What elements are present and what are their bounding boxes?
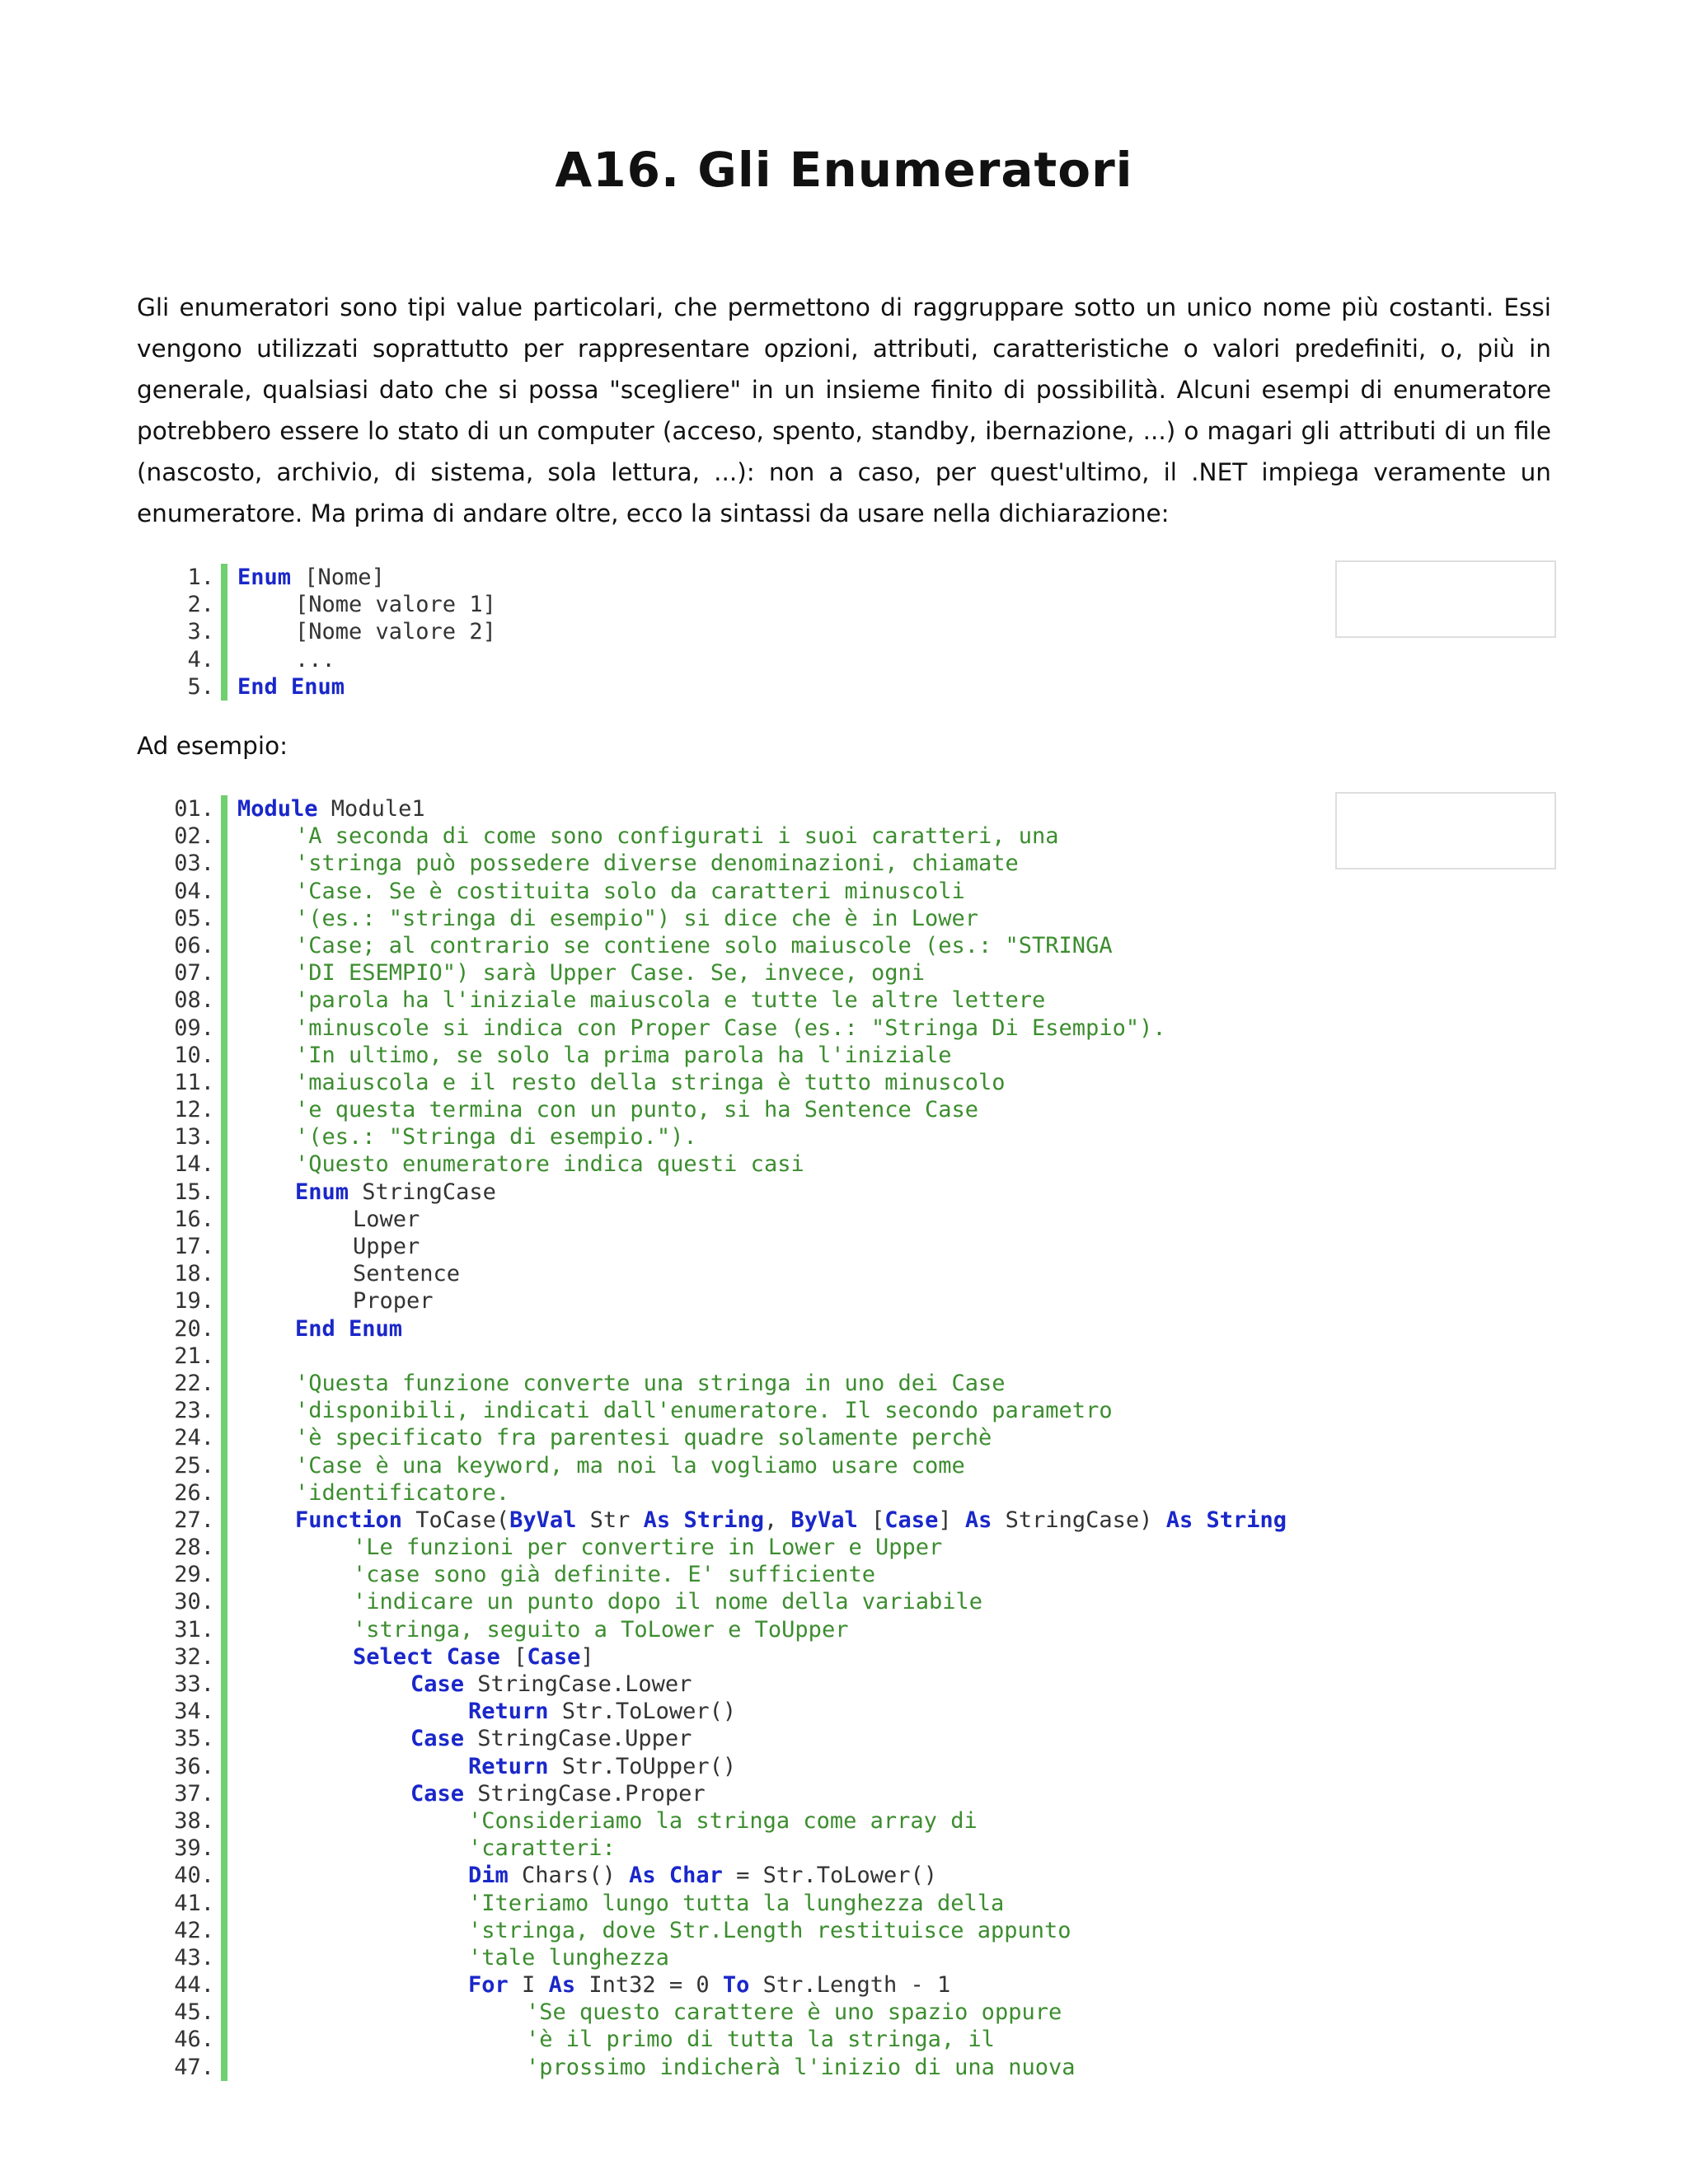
line-number: 11. <box>174 1069 214 1095</box>
code-text <box>237 1835 616 1862</box>
code-line <box>132 1944 669 1971</box>
code-text <box>237 1917 1071 1944</box>
code-comment: 'parola ha l'iniziale maiuscola e tutte le altre lettere <box>295 987 1046 1014</box>
code-text <box>237 1452 965 1479</box>
code-line <box>132 932 1113 959</box>
code-token: [ <box>499 1643 528 1670</box>
code-line <box>132 673 345 701</box>
code-line <box>132 1753 737 1780</box>
code-text <box>237 1698 736 1725</box>
line-number: 27. <box>174 1507 214 1533</box>
line-number: 17. <box>174 1234 214 1259</box>
line-number: 19. <box>174 1288 214 1315</box>
code-keyword: Case <box>884 1507 939 1533</box>
line-number: 46. <box>174 2027 214 2053</box>
code-token: Proper <box>353 1288 434 1315</box>
code-token: Str <box>576 1507 644 1533</box>
code-line <box>132 1999 1062 2026</box>
line-number: 47. <box>174 2054 214 2080</box>
code-keyword: String <box>1206 1507 1287 1533</box>
line-number: 44. <box>174 1972 214 1999</box>
code-line <box>132 1424 992 1451</box>
example-code-block <box>132 795 1287 2081</box>
code-comment: 'DI ESEMPIO") sarà Upper Case. Se, invece, ogni <box>295 960 926 987</box>
code-left-bar <box>221 564 227 701</box>
code-text <box>237 932 1113 959</box>
code-line <box>132 1287 434 1315</box>
code-line <box>132 1479 510 1507</box>
code-comment: 'caratteri: <box>468 1835 616 1862</box>
line-number: 14. <box>174 1151 214 1178</box>
line-number: 34. <box>174 1699 214 1725</box>
code-token: Lower <box>353 1206 420 1232</box>
code-line <box>132 1397 1113 1424</box>
code-keyword: To <box>722 1972 750 1999</box>
code-line <box>132 564 385 591</box>
code-line <box>132 1015 1166 1042</box>
line-number: 13. <box>174 1124 214 1151</box>
code-keyword: String <box>683 1507 764 1533</box>
code-keyword: Enum <box>237 565 292 590</box>
line-number: 09. <box>174 1015 214 1041</box>
code-text <box>237 1944 669 1971</box>
code-keyword: As <box>643 1507 671 1533</box>
line-number: 3. <box>187 619 214 645</box>
code-text <box>237 2054 1075 2081</box>
code-line <box>132 1370 1006 1397</box>
code-keyword: As <box>629 1863 656 1889</box>
code-comment: 'prossimo indicherà l'inizio di una nuova <box>526 2054 1076 2080</box>
line-number: 38. <box>174 1807 214 1834</box>
code-keyword: Module <box>237 796 318 822</box>
code-comment: 'è il primo di tutta la stringa, il <box>526 2027 995 2053</box>
code-text <box>237 1206 420 1233</box>
code-line <box>132 878 965 905</box>
page-title: A16. Gli Enumeratori <box>555 142 1133 198</box>
code-keyword: Function <box>295 1507 403 1533</box>
code-comment: 'identificatore. <box>295 1479 510 1506</box>
line-number: 25. <box>174 1452 214 1479</box>
code-comment: 'Questo enumeratore indica questi casi <box>295 1151 804 1178</box>
code-line <box>132 1123 697 1151</box>
line-number: 02. <box>174 823 214 850</box>
code-line <box>132 1151 804 1178</box>
code-line <box>132 1971 951 1999</box>
line-number: 32. <box>174 1643 214 1670</box>
code-text <box>237 564 385 591</box>
code-keyword: Char <box>668 1863 723 1889</box>
code-token: [ <box>857 1507 885 1533</box>
code-line <box>132 1725 692 1752</box>
code-text <box>237 1151 804 1178</box>
code-text <box>237 823 1059 850</box>
code-token: Chars() <box>508 1863 630 1889</box>
code-text <box>237 1042 952 1069</box>
code-comment: 'Consideriamo la stringa come array di <box>468 1807 978 1834</box>
code-keyword: ByVal <box>509 1507 577 1533</box>
code-line <box>132 1807 978 1835</box>
code-keyword: Select Case <box>353 1643 500 1670</box>
code-line <box>132 1452 965 1479</box>
line-number: 10. <box>174 1042 214 1068</box>
code-comment: '(es.: "Stringa di esempio."). <box>295 1124 697 1151</box>
code-keyword: Enum <box>295 1179 349 1205</box>
code-text <box>237 1588 982 1615</box>
line-number: 20. <box>174 1315 214 1342</box>
code-comment: 'A seconda di come sono configurati i suoi caratteri, una <box>295 823 1059 850</box>
code-text <box>237 1123 697 1151</box>
code-comment: 'Case è una keyword, ma noi la vogliamo usare come <box>295 1452 965 1479</box>
code-comment: 'Case; al contrario se contiene solo maiuscole (es.: "STRINGA <box>295 932 1113 958</box>
code-token: = Str.ToLower() <box>722 1863 937 1889</box>
code-comment: 'minuscole si indica con Proper Case (es.: "Stringa Di Esempio"). <box>295 1015 1166 1041</box>
code-token: Str.ToUpper() <box>548 1753 737 1779</box>
code-keyword: End Enum <box>295 1315 403 1342</box>
line-number: 29. <box>174 1562 214 1588</box>
code-keyword: Dim <box>468 1863 509 1889</box>
line-number: 05. <box>174 905 214 931</box>
code-token: StringCase) <box>992 1507 1166 1533</box>
code-line <box>132 1698 737 1725</box>
line-number: 28. <box>174 1535 214 1561</box>
line-number: 22. <box>174 1370 214 1396</box>
code-text <box>237 795 425 823</box>
code-token <box>656 1863 669 1888</box>
code-comment: 'stringa, dove Str.Length restituisce appunto <box>468 1917 1071 1943</box>
line-number: 12. <box>174 1097 214 1123</box>
code-keyword: As <box>964 1507 992 1533</box>
code-line <box>132 1643 594 1671</box>
code-comment: 'Iteriamo lungo tutta la lunghezza della <box>468 1890 1005 1916</box>
code-comment: 'Questa funzione converte una stringa in uno dei Case <box>295 1370 1006 1396</box>
code-text <box>237 1287 434 1315</box>
code-text <box>237 1643 594 1671</box>
code-token: ToCase( <box>402 1507 510 1533</box>
code-keyword: Case <box>410 1780 465 1807</box>
code-text <box>237 591 496 618</box>
code-text <box>237 1015 1166 1042</box>
code-text <box>237 1233 420 1260</box>
line-number: 37. <box>174 1780 214 1807</box>
code-line <box>132 1507 1287 1534</box>
line-number: 18. <box>174 1261 214 1287</box>
line-number: 41. <box>174 1890 214 1916</box>
code-line <box>132 1260 461 1287</box>
code-text <box>237 1780 706 1807</box>
code-text <box>237 1534 942 1561</box>
syntax-code-block <box>132 564 496 701</box>
line-number: 08. <box>174 987 214 1014</box>
line-number: 30. <box>174 1589 214 1615</box>
code-token: I <box>508 1972 549 1999</box>
code-token: StringCase <box>349 1179 496 1205</box>
code-line <box>132 850 1019 877</box>
code-token: Upper <box>353 1234 420 1259</box>
code-comment: 'stringa può possedere diverse denominazioni, chiamate <box>295 851 1019 877</box>
code-keyword: ByVal <box>790 1507 858 1533</box>
code-text <box>237 959 925 987</box>
code-text <box>237 1971 950 1999</box>
code-line <box>132 1179 496 1206</box>
code-left-bar <box>221 795 227 2081</box>
code-line <box>132 1042 952 1069</box>
line-number: 4. <box>187 646 214 673</box>
code-keyword: Case <box>410 1726 465 1752</box>
code-line <box>132 618 496 645</box>
code-line <box>132 1534 943 1561</box>
code-text <box>237 850 1019 877</box>
line-number: 01. <box>174 796 214 822</box>
code-comment: 'Se questo carattere è uno spazio oppure <box>526 1999 1062 2026</box>
code-token: ] <box>580 1643 594 1670</box>
code-token <box>670 1507 683 1533</box>
code-token: [Nome valore 2] <box>295 619 496 645</box>
code-line <box>132 2054 1076 2081</box>
code-line <box>132 795 425 823</box>
code-text <box>237 1753 736 1780</box>
code-keyword: Case <box>410 1671 465 1697</box>
code-text <box>237 1507 1287 1534</box>
code-token: [Nome valore 1] <box>295 592 496 618</box>
line-number: 5. <box>187 673 214 700</box>
code-token: StringCase.Proper <box>464 1780 706 1807</box>
code-text <box>237 1999 1062 2026</box>
code-line <box>132 987 1046 1014</box>
code-copy-box[interactable] <box>1335 560 1556 638</box>
code-line <box>132 1315 403 1343</box>
code-line <box>132 1588 983 1615</box>
line-number: 31. <box>174 1616 214 1643</box>
code-line <box>132 1780 706 1807</box>
code-text <box>237 1561 875 1588</box>
code-line <box>132 959 926 987</box>
code-text <box>237 1397 1113 1424</box>
code-line <box>132 1671 692 1698</box>
code-text <box>237 1890 1004 1917</box>
code-text <box>237 2026 995 2053</box>
code-text <box>237 1069 1006 1096</box>
code-keyword: For <box>468 1972 509 1999</box>
code-line <box>132 646 335 673</box>
code-copy-box[interactable] <box>1335 792 1556 869</box>
code-text <box>237 1315 402 1343</box>
code-line <box>132 1343 214 1370</box>
code-line <box>132 1069 1006 1096</box>
code-text <box>237 1616 848 1643</box>
line-number: 07. <box>174 960 214 987</box>
line-number: 35. <box>174 1726 214 1752</box>
line-number: 36. <box>174 1753 214 1779</box>
code-comment: 'In ultimo, se solo la prima parola ha l'iniziale <box>295 1042 952 1068</box>
code-token: StringCase.Lower <box>464 1671 692 1697</box>
intro-paragraph: Gli enumeratori sono tipi value particolari, che permettono di raggruppare sotto un unico nome più costanti. Essi vengono utilizzati soprattutto per rappresentare opzioni, attributi, caratteristiche o valori predefiniti, o, più in generale, qualsiasi dato che si possa "scegliere" in un insieme finito di possibilità. Alcuni esempi di enumeratore potrebbero essere lo stato di un computer (acceso, spento, standby, ibernazione, ...) o magari gli attributi di un file (nascosto, archivio, di sistema, sola lettura, ...): non a caso, per quest'ultimo, il .NET impiega veramente un enumeratore. Ma prima di andare oltre, ecco la sintassi da usare nella dichiarazione: <box>137 293 1551 527</box>
code-comment: 'stringa, seguito a ToLower e ToUpper <box>353 1616 849 1643</box>
code-token: ] <box>938 1507 965 1533</box>
code-text <box>237 1424 992 1451</box>
code-token: , <box>763 1507 791 1533</box>
code-text <box>237 1096 978 1123</box>
code-text <box>237 1807 978 1835</box>
code-line <box>132 823 1059 850</box>
code-text <box>237 1725 692 1752</box>
line-number: 40. <box>174 1863 214 1889</box>
code-text <box>237 1179 496 1206</box>
code-comment: 'Case. Se è costituita solo da caratteri minuscoli <box>295 878 965 904</box>
code-comment: 'maiuscola e il resto della stringa è tutto minuscolo <box>295 1069 1006 1095</box>
code-text <box>237 1671 692 1698</box>
line-number: 42. <box>174 1917 214 1943</box>
code-text <box>237 1260 460 1287</box>
code-token: Sentence <box>353 1261 461 1287</box>
code-comment: 'e questa termina con un punto, si ha Sentence Case <box>295 1097 979 1123</box>
code-text <box>237 1862 937 1889</box>
line-number: 45. <box>174 1999 214 2026</box>
code-token: Module1 <box>317 796 425 822</box>
line-number: 33. <box>174 1671 214 1697</box>
code-token: Int32 = 0 <box>575 1972 723 1999</box>
code-token <box>1193 1507 1206 1533</box>
code-text <box>237 987 1045 1014</box>
code-text <box>237 646 335 673</box>
code-comment: 'Le funzioni per convertire in Lower e Upper <box>353 1535 943 1561</box>
code-comment: 'indicare un punto dopo il nome della variabile <box>353 1589 983 1615</box>
code-token: ... <box>295 646 335 673</box>
code-keyword: As <box>548 1972 576 1999</box>
code-comment: '(es.: "stringa di esempio") si dice che è in Lower <box>295 905 979 931</box>
line-number: 43. <box>174 1944 214 1971</box>
code-line <box>132 1233 420 1260</box>
code-text <box>237 1479 509 1507</box>
code-text <box>237 878 965 905</box>
code-line <box>132 1917 1071 1944</box>
code-line <box>132 1890 1005 1917</box>
line-number: 03. <box>174 851 214 877</box>
code-line <box>132 1206 420 1233</box>
code-keyword: Return <box>468 1753 549 1779</box>
code-keyword: Case <box>527 1643 581 1670</box>
code-comment: 'disponibili, indicati dall'enumeratore. Il secondo parametro <box>295 1398 1113 1424</box>
line-number: 1. <box>187 565 214 590</box>
code-token: [Nome] <box>291 565 385 590</box>
code-keyword: Return <box>468 1699 549 1725</box>
code-line <box>132 905 979 932</box>
line-number: 2. <box>187 592 214 618</box>
code-keyword: End Enum <box>237 673 345 700</box>
line-number: 06. <box>174 932 214 958</box>
code-text <box>237 618 496 645</box>
line-number: 15. <box>174 1179 214 1205</box>
line-number: 23. <box>174 1398 214 1424</box>
code-token: Str.ToLower() <box>548 1699 737 1725</box>
code-line <box>132 591 496 618</box>
line-number: 24. <box>174 1425 214 1451</box>
code-keyword: As <box>1165 1507 1193 1533</box>
code-token: StringCase.Upper <box>464 1726 692 1752</box>
line-number: 39. <box>174 1835 214 1862</box>
code-token: Str.Length - 1 <box>749 1972 951 1999</box>
code-text <box>237 905 978 932</box>
line-number: 04. <box>174 878 214 904</box>
code-line <box>132 1561 875 1588</box>
line-number: 21. <box>174 1343 214 1369</box>
code-line <box>132 1835 616 1862</box>
code-line <box>132 2026 995 2053</box>
code-comment: 'case sono già definite. E' sufficiente <box>353 1562 875 1588</box>
line-number: 26. <box>174 1479 214 1506</box>
code-text <box>237 673 345 701</box>
code-line <box>132 1096 979 1123</box>
example-label: Ad esempio: <box>137 732 288 760</box>
code-comment: 'tale lunghezza <box>468 1944 669 1971</box>
code-line <box>132 1862 937 1889</box>
code-line <box>132 1616 849 1643</box>
code-text <box>237 1370 1006 1397</box>
code-comment: 'è specificato fra parentesi quadre solamente perchè <box>295 1425 992 1451</box>
line-number: 16. <box>174 1206 214 1232</box>
